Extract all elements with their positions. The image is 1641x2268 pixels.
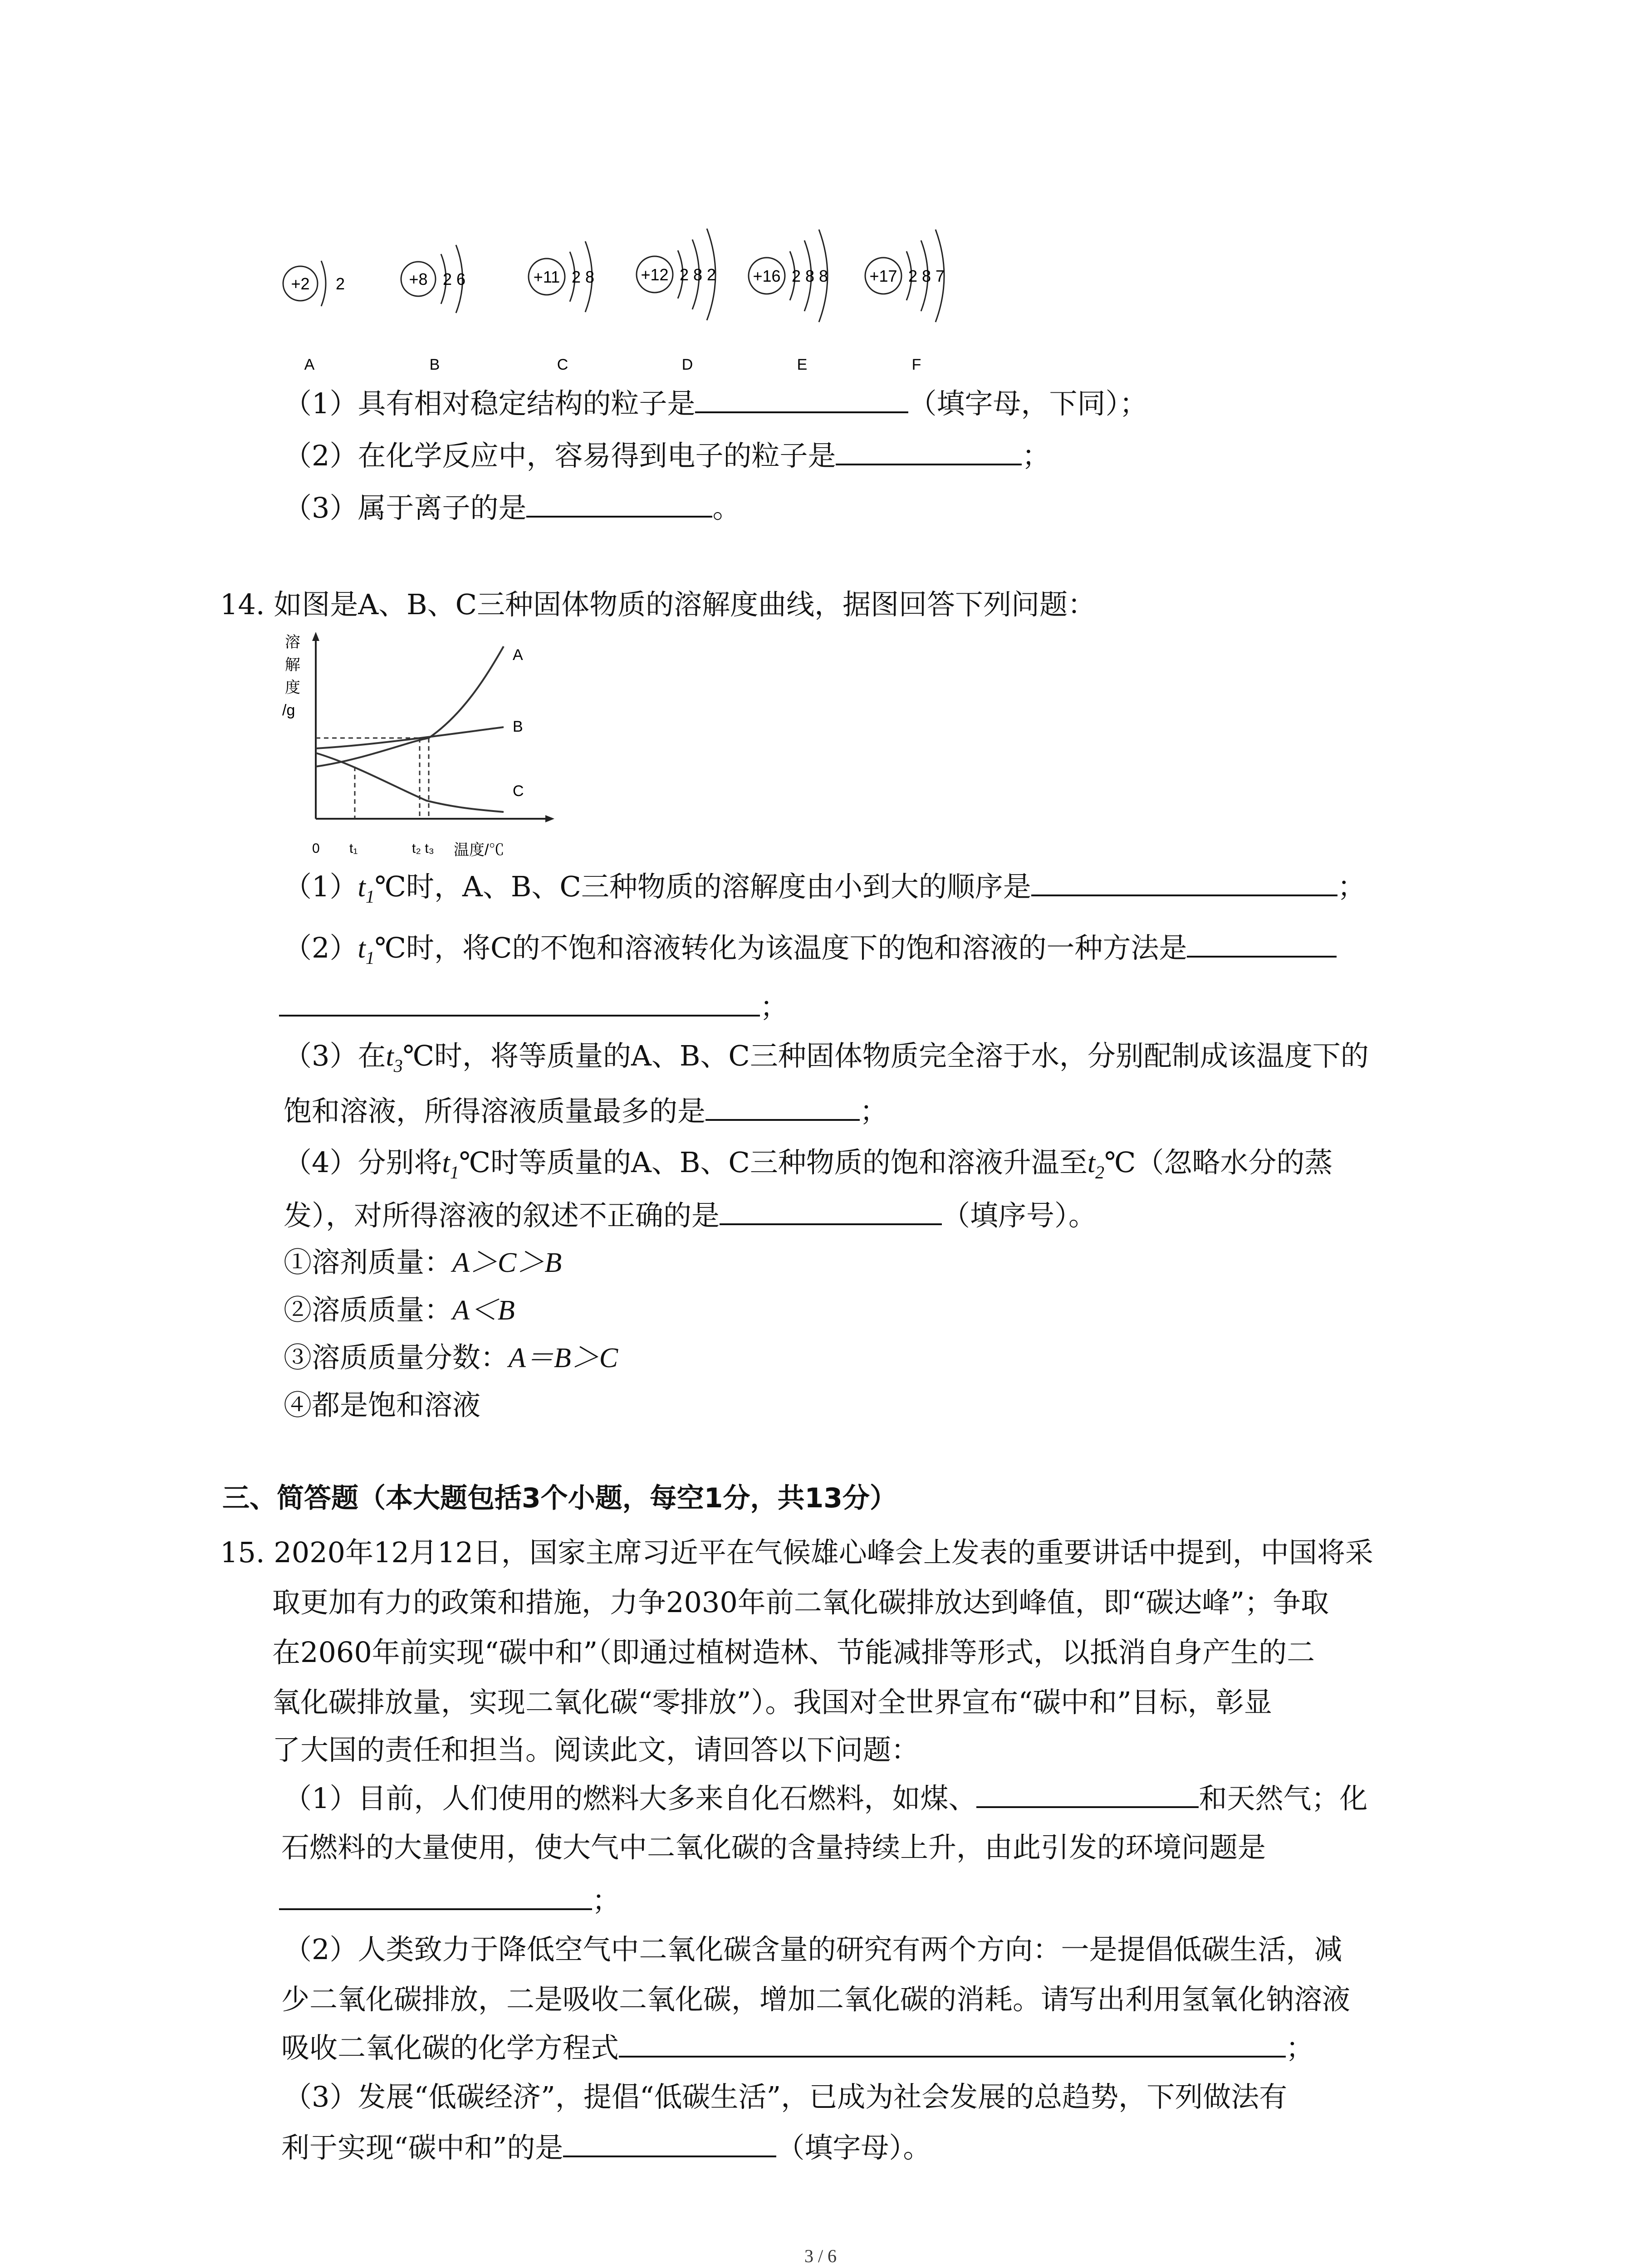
atom-a-electrons: 2 <box>336 274 345 293</box>
q15-sub2-line1: （2）人类致力于降低空气中二氧化碳含量的研究有两个方向：一是提倡低碳生活，减 <box>284 1933 1342 1966</box>
atom-diagram-c <box>529 241 594 373</box>
q13-sub3-text: （3）属于离子的是 <box>284 491 527 524</box>
q14-sub1-tail: ； <box>1337 870 1366 903</box>
atom-b-nucleus: +8 <box>409 270 428 288</box>
q13-sub3-tail: 。 <box>712 491 741 524</box>
t-subscript: 2 <box>1095 1162 1105 1183</box>
option-3-expr: A＝B＞C <box>509 1343 618 1374</box>
q15-sub3-tail: （填字母）。 <box>776 2131 931 2164</box>
q13-answer-blank-3[interactable] <box>526 488 712 518</box>
curve-c-label: C <box>513 782 524 800</box>
q14-answer-blank-1[interactable] <box>1031 866 1337 896</box>
y-axis-label-3: 度 <box>285 679 300 696</box>
curve-b-label: B <box>513 718 523 735</box>
y-axis-label-2: 解 <box>285 656 300 674</box>
q15-answer-blank-1a[interactable] <box>976 1778 1199 1808</box>
y-axis-label-1: 溶 <box>285 634 300 651</box>
option-1-text: ①溶剂质量： <box>284 1246 453 1279</box>
atom-e-label: E <box>797 356 808 373</box>
q14-sub3-text: ℃时，将等质量的A、B、C三种固体物质完全溶于水，分别配制成该温度下的 <box>402 1039 1369 1072</box>
q15-sub3-line1: （3）发展“低碳经济”，提倡“低碳生活”，已成为社会发展的总趋势，下列做法有 <box>284 2080 1288 2113</box>
q14-sub4 <box>284 1143 1332 1186</box>
atom-c-electrons: 2 8 <box>572 268 595 286</box>
q14-answer-blank-2b[interactable] <box>279 987 760 1017</box>
q14-option-1 <box>284 1243 562 1282</box>
x-tick-t1: t₁ <box>349 841 358 856</box>
x-tick-t2-t3: t₂ t₃ <box>412 841 434 856</box>
q14-option-3 <box>284 1338 618 1378</box>
t-subscript: 3 <box>393 1056 403 1076</box>
q15-answer-blank-3[interactable] <box>563 2127 776 2157</box>
q14-sub3-text-2: 饱和溶液，所得溶液质量最多的是 <box>284 1095 706 1128</box>
q15-answer-blank-1b[interactable] <box>279 1880 592 1910</box>
q15-sub1-end: ； <box>592 1884 621 1917</box>
q15-sub3-line2 <box>281 2127 931 2167</box>
q15-sub2-line2: 少二氧化碳排放，二是吸收二氧化碳，增加二氧化碳的消耗。请写出利用氢氧化钠溶液 <box>281 1983 1351 2016</box>
q13-answer-blank-1[interactable] <box>695 383 908 413</box>
q13-answer-blank-2[interactable] <box>836 435 1022 465</box>
q14-stem-text: 如图是A、B、C三种固体物质的溶解度曲线，据图回答下列问题： <box>274 588 1096 621</box>
q14-sub1-text: ℃时，A、B、C三种物质的溶解度由小到大的顺序是 <box>374 870 1031 903</box>
q14-option-2 <box>284 1290 515 1330</box>
q15-sub1-text: （1）目前，人们使用的燃料大多来自化石燃料，如煤、 <box>284 1782 977 1815</box>
q14-sub1 <box>284 866 1366 910</box>
q15-para-line-4: 氧化碳排放量，实现二氧化碳“零排放”）。我国对全世界宣布“碳中和”目标，彰显 <box>272 1686 1272 1719</box>
q14-sub4-num: （4）分别将 <box>284 1146 442 1179</box>
atom-diagram-e <box>749 230 828 373</box>
q15-sub3-text: 利于实现“碳中和”的是 <box>281 2131 563 2164</box>
q13-sub2-tail: ； <box>1022 439 1050 472</box>
q13-sub1-tail: （填字母，下同）； <box>908 387 1148 420</box>
atom-b-electrons: 2 6 <box>443 270 466 288</box>
q14-sub4-text: ℃时等质量的A、B、C三种物质的饱和溶液升温至 <box>459 1146 1087 1179</box>
atom-d-electrons: 2 8 2 <box>680 265 716 284</box>
q15-para-line-1 <box>220 1533 1373 1572</box>
option-4-text: ④都是饱和溶液 <box>284 1388 481 1422</box>
atom-diagram-d <box>637 229 716 373</box>
atom-d-label: D <box>681 356 693 373</box>
q14-sub3-cont <box>284 1091 888 1131</box>
atom-e-nucleus: +16 <box>753 267 781 285</box>
q13-sub1 <box>284 383 1147 423</box>
atom-diagram-f <box>865 230 945 373</box>
t-subscript: 1 <box>450 1162 459 1183</box>
q15-sub2-end: ； <box>1286 2031 1314 2064</box>
atom-f-nucleus: +17 <box>869 267 897 285</box>
option-2-text: ②溶质质量： <box>284 1293 453 1326</box>
q13-sub2 <box>284 435 1050 475</box>
atom-b-label: B <box>429 356 440 373</box>
q15-sub1-tail: 和天然气；化 <box>1199 1782 1368 1815</box>
atom-e-electrons: 2 8 8 <box>792 267 828 285</box>
q14-stem <box>220 585 1096 624</box>
option-1-expr: A＞C＞B <box>452 1247 562 1278</box>
curve-a-label: A <box>513 646 523 664</box>
q14-sub4-tail: （填序号）。 <box>942 1199 1097 1232</box>
q15-answer-blank-2[interactable] <box>619 2028 1286 2058</box>
q15-sub2-text: 吸收二氧化碳的化学方程式 <box>281 2031 619 2064</box>
q14-sub4-cont <box>284 1195 1097 1235</box>
t-symbol: t <box>386 1041 394 1072</box>
atom-a-nucleus: +2 <box>291 274 310 293</box>
curve-a <box>316 646 504 767</box>
q14-answer-blank-4[interactable] <box>720 1195 942 1225</box>
q15-text-1: 2020年12月12日，国家主席习近平在气候雄心峰会上发表的重要讲话中提到，中国将采 <box>274 1536 1373 1569</box>
option-2-expr: A＜B <box>452 1295 515 1326</box>
q15-sub1-cont <box>279 1880 620 1920</box>
q14-option-4 <box>284 1386 480 1425</box>
atom-f-label: F <box>911 356 921 373</box>
q14-answer-blank-3[interactable] <box>705 1091 860 1121</box>
q14-sub2-tail: ； <box>760 990 789 1023</box>
q14-sub2-cont <box>279 987 788 1026</box>
q14-sub3-num: （3）在 <box>284 1039 386 1072</box>
t-symbol: t <box>1087 1148 1096 1178</box>
q14-sub1-num: （1） <box>284 870 358 903</box>
atom-d-nucleus: +12 <box>641 265 669 284</box>
x-origin-label: 0 <box>312 841 320 856</box>
atom-f-electrons: 2 8 7 <box>908 267 945 285</box>
q15-para-line-3: 在2060年前实现“碳中和”（即通过植树造林、节能减排等形式，以抵消自身产生的二 <box>272 1636 1315 1669</box>
q14-sub2-text: ℃时，将C的不饱和溶液转化为该温度下的饱和溶液的一种方法是 <box>374 931 1187 964</box>
atom-diagram-b <box>401 245 465 373</box>
x-axis-label: 温度/℃ <box>454 841 505 859</box>
y-axis-label-4: /g <box>282 702 295 719</box>
q14-answer-blank-2a[interactable] <box>1187 928 1337 958</box>
t-subscript: 1 <box>365 948 375 968</box>
q15-sub1-line2: 石燃料的大量使用，使大气中二氧化碳的含量持续上升，由此引发的环境问题是 <box>281 1831 1266 1864</box>
q13-sub2-text: （2）在化学反应中，容易得到电子的粒子是 <box>284 439 836 472</box>
page-number: 3 / 6 <box>804 2246 837 2266</box>
q14-number: 14. <box>220 588 265 621</box>
q15-sub1 <box>284 1778 1367 1818</box>
q14-sub2 <box>284 928 1337 971</box>
section-3-title: 三、简答题（本大题包括3个小题，每空1分，共13分） <box>222 1482 897 1514</box>
solubility-curve-diagram <box>272 628 590 873</box>
t-subscript: 1 <box>365 886 375 907</box>
q14-sub2-num: （2） <box>284 931 358 964</box>
q13-sub3 <box>284 488 740 528</box>
atom-a-label: A <box>304 356 315 373</box>
q15-para-line-5: 了大国的责任和担当。阅读此文，请回答以下问题： <box>272 1733 920 1766</box>
q14-sub3 <box>284 1036 1369 1079</box>
option-3-text: ③溶质质量分数： <box>284 1341 509 1374</box>
t-symbol: t <box>442 1148 450 1178</box>
atom-c-label: C <box>557 356 568 373</box>
atom-c-nucleus: +11 <box>533 268 560 286</box>
atom-diagram-a <box>283 261 345 373</box>
atom-structure-diagrams <box>272 209 1043 381</box>
q15-para-line-2: 取更加有力的政策和措施，力争2030年前二氧化碳排放达到峰值，即“碳达峰”；争取 <box>272 1586 1329 1619</box>
q15-number: 15. <box>220 1536 265 1569</box>
q14-sub4-text-b: ℃（忽略水分的蒸 <box>1104 1146 1333 1179</box>
t-symbol: t <box>358 933 366 964</box>
q15-sub2-line3 <box>281 2028 1314 2068</box>
t-symbol: t <box>358 872 366 903</box>
q13-sub1-text: （1）具有相对稳定结构的粒子是 <box>284 387 696 420</box>
q14-sub3-tail: ； <box>860 1095 888 1128</box>
q14-sub4-text-2: 发），对所得溶液的叙述不正确的是 <box>284 1199 720 1232</box>
